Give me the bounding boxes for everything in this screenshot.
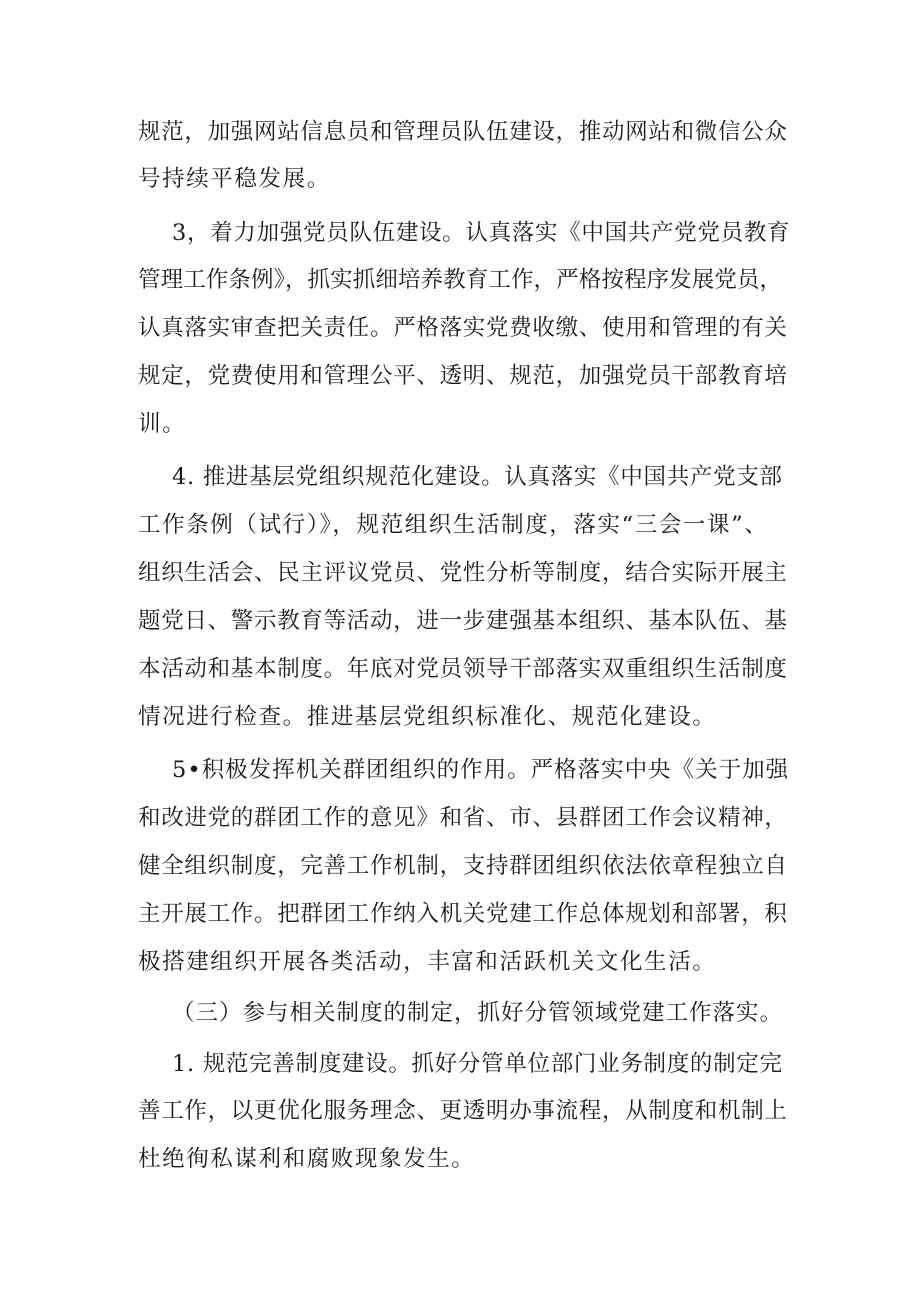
text-line: 和改进党的群团工作的意见》和省、市、县群团工作会议精神，	[138, 805, 788, 831]
text-line: 认真落实审查把关责任。严格落实党费收缴、使用和管理的有关	[138, 315, 788, 341]
text-line: 规定，党费使用和管理公平、透明、规范，加强党员干部教育培	[138, 363, 788, 389]
paragraph-4-start: 4. 推进基层党组织规范化建设。认真落实《中国共产党支部	[172, 464, 783, 490]
text-line: 本活动和基本制度。年底对党员领导干部落实双重组织生活制度	[138, 656, 788, 682]
paragraph-5-start: 5•积极发挥机关群团组织的作用。严格落实中央《关于加强	[172, 757, 790, 783]
section-heading: （三）参与相关制度的制定，抓好分管领域党建工作落实。	[172, 1000, 784, 1026]
text-line: 工作条例（试行）》，规范组织生活制度，落实“三会一课”、	[138, 512, 769, 538]
paragraph-1-start: 1. 规范完善制度建设。抓好分管单位部门业务制度的制定完	[172, 1051, 783, 1077]
text-line: 极搭建组织开展各类活动，丰富和活跃机关文化生活。	[138, 949, 717, 975]
text-line: 杜绝徇私谋利和腐败现象发生。	[138, 1146, 476, 1172]
text-line: 情况进行检查。推进基层党组织标准化、规范化建设。	[138, 704, 717, 730]
text-line: 号持续平稳发展。	[138, 166, 331, 192]
text-line: 主开展工作。把群团工作纳入机关党建工作总体规划和部署，积	[138, 901, 788, 927]
text-line: 管理工作条例》，抓实抓细培养教育工作，严格按程序发展党员，	[138, 267, 783, 293]
text-line: 题党日、警示教育等活动，进一步建强基本组织、基本队伍、基	[138, 608, 788, 634]
text-line: 规范，加强网站信息员和管理员队伍建设，推动网站和微信公众	[138, 119, 788, 145]
text-line: 善工作，以更优化服务理念、更透明办事流程，从制度和机制上	[138, 1098, 788, 1124]
text-line: 训。	[138, 411, 187, 437]
paragraph-3-start: 3，着力加强党员队伍建设。认真落实《中国共产党党员教育	[172, 220, 791, 246]
text-line: 健全组织制度，完善工作机制，支持群团组织依法依章程独立自	[138, 853, 788, 879]
text-line: 组织生活会、民主评议党员、党性分析等制度，结合实际开展主	[138, 560, 788, 586]
